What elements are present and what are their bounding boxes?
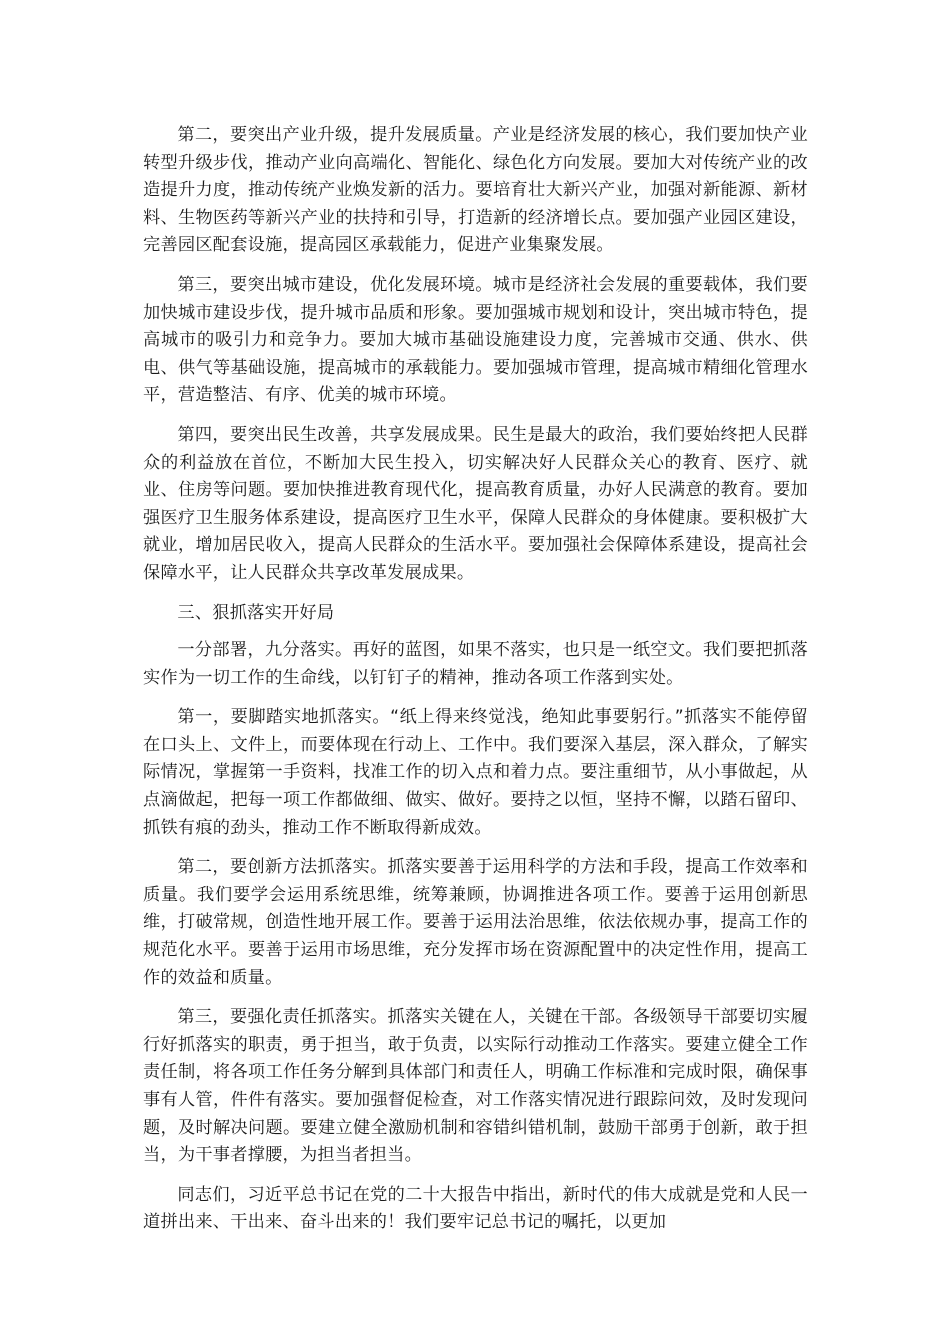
document-body [143, 122, 808, 1249]
paragraph-city-construction: 第三，要突出城市建设，优化发展环境。城市是经济社会发展的重要载体，我们要加快城市建设步伐，提升城市品质和形象。要加强城市规划和设计，突出城市特色，提高城市的吸引力和竞争力。要加大城市基础设施建设力度，完善城市交通、供水、供电、供气等基础设施，提高城市的承载能力。要加强城市管理，提高城市精细化管理水平，营造整洁、有序、优美的城市环境。 [143, 274, 808, 406]
section-heading-implementation: 三、狠抓落实开好局 [177, 602, 335, 623]
paragraph-innovative-methods: 第二，要创新方法抓落实。抓落实要善于运用科学的方法和手段，提高工作效率和质量。我们要学会运用系统思维，统筹兼顾，协调推进各项工作。要善于运用创新思维，打破常规，创造性地开展工作。要善于运用法治思维，依法依规办事，提高工作的规范化水平。要善于运用市场思维，充分发挥市场在资源配置中的决定性作用，提高工作的效益和质量。 [143, 857, 808, 988]
paragraph-responsibility: 第三，要强化责任抓落实。抓落实关键在人，关键在干部。各级领导干部要切实履行好抓落实的职责，勇于担当，敢于负责，以实际行动推动工作落实。要建立健全工作责任制，将各项工作任务分解到具体部门和责任人，明确工作标准和完成时限，确保事事有人管，件件有落实。要加强督促检查，对工作落实情况进行跟踪问效，及时发现问题，及时解决问题。要建立健全激励机制和容错纠错机制，鼓励干部勇于创新，敢于担当，为干事者撑腰，为担当者担当。 [143, 1007, 808, 1166]
paragraph-industry-upgrade: 第二，要突出产业升级，提升发展质量。产业是经济发展的核心，我们要加快产业转型升级步伐，推动产业向高端化、智能化、绿色化方向发展。要加大对传统产业的改造提升力度，推动传统产业焕发新的活力。要培育壮大新兴产业，加强对新能源、新材料、生物医药等新兴产业的扶持和引导，打造新的经济增长点。要加强产业园区建设，完善园区配套设施，提高园区承载能力，促进产业集聚发展。 [143, 125, 808, 256]
paragraph-livelihood: 第四，要突出民生改善，共享发展成果。民生是最大的政治，我们要始终把人民群众的利益放在首位，不断加大民生投入，切实解决好人民群众关心的教育、医疗、就业、住房等问题。要加快推进教育现代化，提高教育质量，办好人民满意的教育。要加强医疗卫生服务体系建设，提高医疗卫生水平，保障人民群众的身体健康。要积极扩大就业，增加居民收入，提高人民群众的生活水平。要加强社会保障体系建设，提高社会保障水平，让人民群众共享改革发展成果。 [143, 424, 808, 583]
paragraph-implementation-intro: 一分部署，九分落实。再好的蓝图，如果不落实，也只是一纸空文。我们要把抓落实作为一切工作的生命线，以钉钉子的精神，推动各项工作落到实处。 [143, 640, 808, 688]
paragraph-closing: 同志们，习近平总书记在党的二十大报告中指出，新时代的伟大成就是党和人民一道拼出来、干出来、奋斗出来的！我们要牢记总书记的嘱托，以更加 [143, 1184, 808, 1233]
paragraph-practical-implementation: 第一，要脚踏实地抓落实。“纸上得来终觉浅，绝知此事要躬行。”抓落实不能停留在口头上、文件上，而要体现在行动上、工作中。我们要深入基层，深入群众，了解实际情况，掌握第一手资料，找准工作的切入点和着力点。要注重细节，从小事做起，从点滴做起，把每一项工作都做细、做实、做好。要持之以恒，坚持不懈，以踏石留印、抓铁有痕的劲头，推动工作不断取得新成效。 [143, 707, 808, 838]
